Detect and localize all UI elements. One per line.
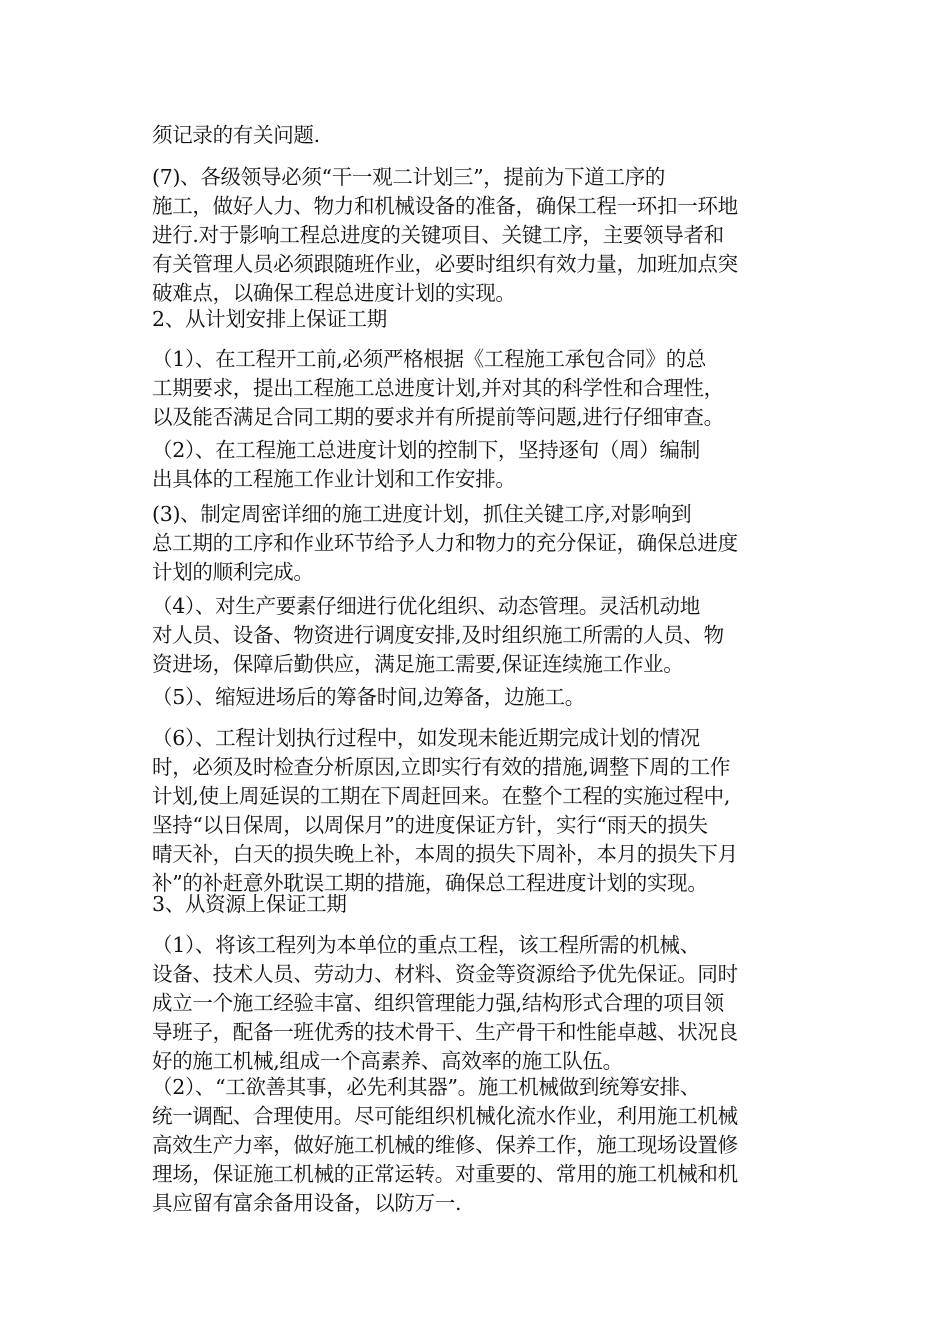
text-line: 设备、技术人员、劳动力、材料、资金等资源给予优先保证。同时 (152, 962, 738, 986)
text-line: 资进场，保障后勤供应，满足施工需要,保证连续施工作业。 (152, 652, 684, 676)
paragraph-continuation (152, 121, 812, 150)
text-line: （4）、对生产要素仔细进行优化组织、动态管理。灵活机动地 (152, 594, 700, 618)
paragraph-2-5 (152, 683, 812, 712)
text-line: 计划的顺利完成。 (152, 560, 314, 584)
text-line: 成立一个施工经验丰富、组织管理能力强,结构形式合理的项目领 (152, 991, 724, 1015)
text-line: 具应留有富余备用设备，以防万一. (152, 1191, 462, 1215)
text-line: (3)、制定周密详细的施工进度计划，抓住关键工序,对影响到 (152, 502, 692, 526)
text-line: 晴天补，白天的损失晚上补，本周的损失下周补，本月的损失下月 (152, 842, 738, 866)
text-line: 出具体的工程施工作业计划和工作安排。 (152, 467, 516, 491)
text-line: 导班子，配备一班优秀的技术骨干、生产骨干和性能卓越、状况良 (152, 1020, 738, 1044)
text-line: （1）、将该工程列为本单位的重点工程，该工程所需的机械、 (152, 933, 700, 957)
text-line: 破难点，以确保工程总进度计划的实现。 (152, 281, 516, 305)
text-line: （1）、在工程开工前,必须严格根据《工程施工承包合同》的总 (152, 347, 707, 371)
text-line: 统一调配、合理使用。尽可能组织机械化流水作业，利用施工机械 (152, 1104, 738, 1128)
text-line: 有关管理人员必须跟随班作业，必要时组织有效力量，加班加点突 (152, 252, 738, 276)
paragraph-2-6 (152, 724, 812, 898)
section-heading-2 (152, 305, 812, 334)
text-line: 计划,使上周延误的工期在下周赶回来。在整个工程的实施过程中, (152, 784, 731, 808)
paragraph-2-4 (152, 592, 812, 679)
text-line: 时，必须及时检查分析原因,立即实行有效的措施,调整下周的工作 (152, 755, 731, 779)
text-line: (7)、各级领导必须“干一观二计划三”，提前为下道工序的 (152, 165, 666, 189)
text-line: 补”的补赶意外耽误工期的措施，确保总工程进度计划的实现。 (152, 871, 708, 895)
text-line: 2、从计划安排上保证工期 (152, 307, 387, 331)
section-heading-3 (152, 890, 812, 919)
text-line: （6）、工程计划执行过程中，如发现未能近期完成计划的情况 (152, 726, 700, 750)
text-line: 对人员、设备、物资进行调度安排,及时组织施工所需的人员、物 (152, 623, 724, 647)
text-line: 须记录的有关问题. (152, 123, 320, 147)
paragraph-3-2 (152, 1073, 812, 1218)
text-line: （2）、在工程施工总进度计划的控制下，坚持逐旬（周）编制 (152, 438, 700, 462)
text-line: 理场，保证施工机械的正常运转。对重要的、常用的施工机械和机 (152, 1162, 738, 1186)
text-line: 进行.对于影响工程总进度的关键项目、关键工序，主要领导者和 (152, 223, 724, 247)
text-line: 以及能否满足合同工期的要求并有所提前等问题,进行仔细审查。 (152, 405, 724, 429)
text-line: （2）、“工欲善其事，必先利其器”。施工机械做到统筹安排、 (152, 1075, 701, 1099)
text-line: 3、从资源上保证工期 (152, 892, 347, 916)
text-line: 总工期的工序和作业环节给予人力和物力的充分保证，确保总进度 (152, 531, 738, 555)
text-line: 好的施工机械,组成一个高素养、高效率的施工队伍。 (152, 1049, 623, 1073)
text-line: 施工，做好人力、物力和机械设备的准备，确保工程一环扣一环地 (152, 194, 738, 218)
text-line: （5）、缩短进场后的筹备时间,边筹备，边施工。 (152, 685, 585, 709)
text-line: 工期要求，提出工程施工总进度计划,并对其的科学性和合理性， (152, 376, 724, 400)
text-line: 坚持“以日保周，以周保月”的进度保证方针，实行“雨天的损失 (152, 813, 708, 837)
paragraph-3-1 (152, 931, 812, 1076)
paragraph-2-2 (152, 436, 812, 494)
paragraph-2-3 (152, 500, 812, 587)
text-line: 高效生产力率，做好施工机械的维修、保养工作，施工现场设置修 (152, 1133, 738, 1157)
paragraph-2-1 (152, 345, 812, 432)
paragraph-item-7 (152, 163, 812, 308)
